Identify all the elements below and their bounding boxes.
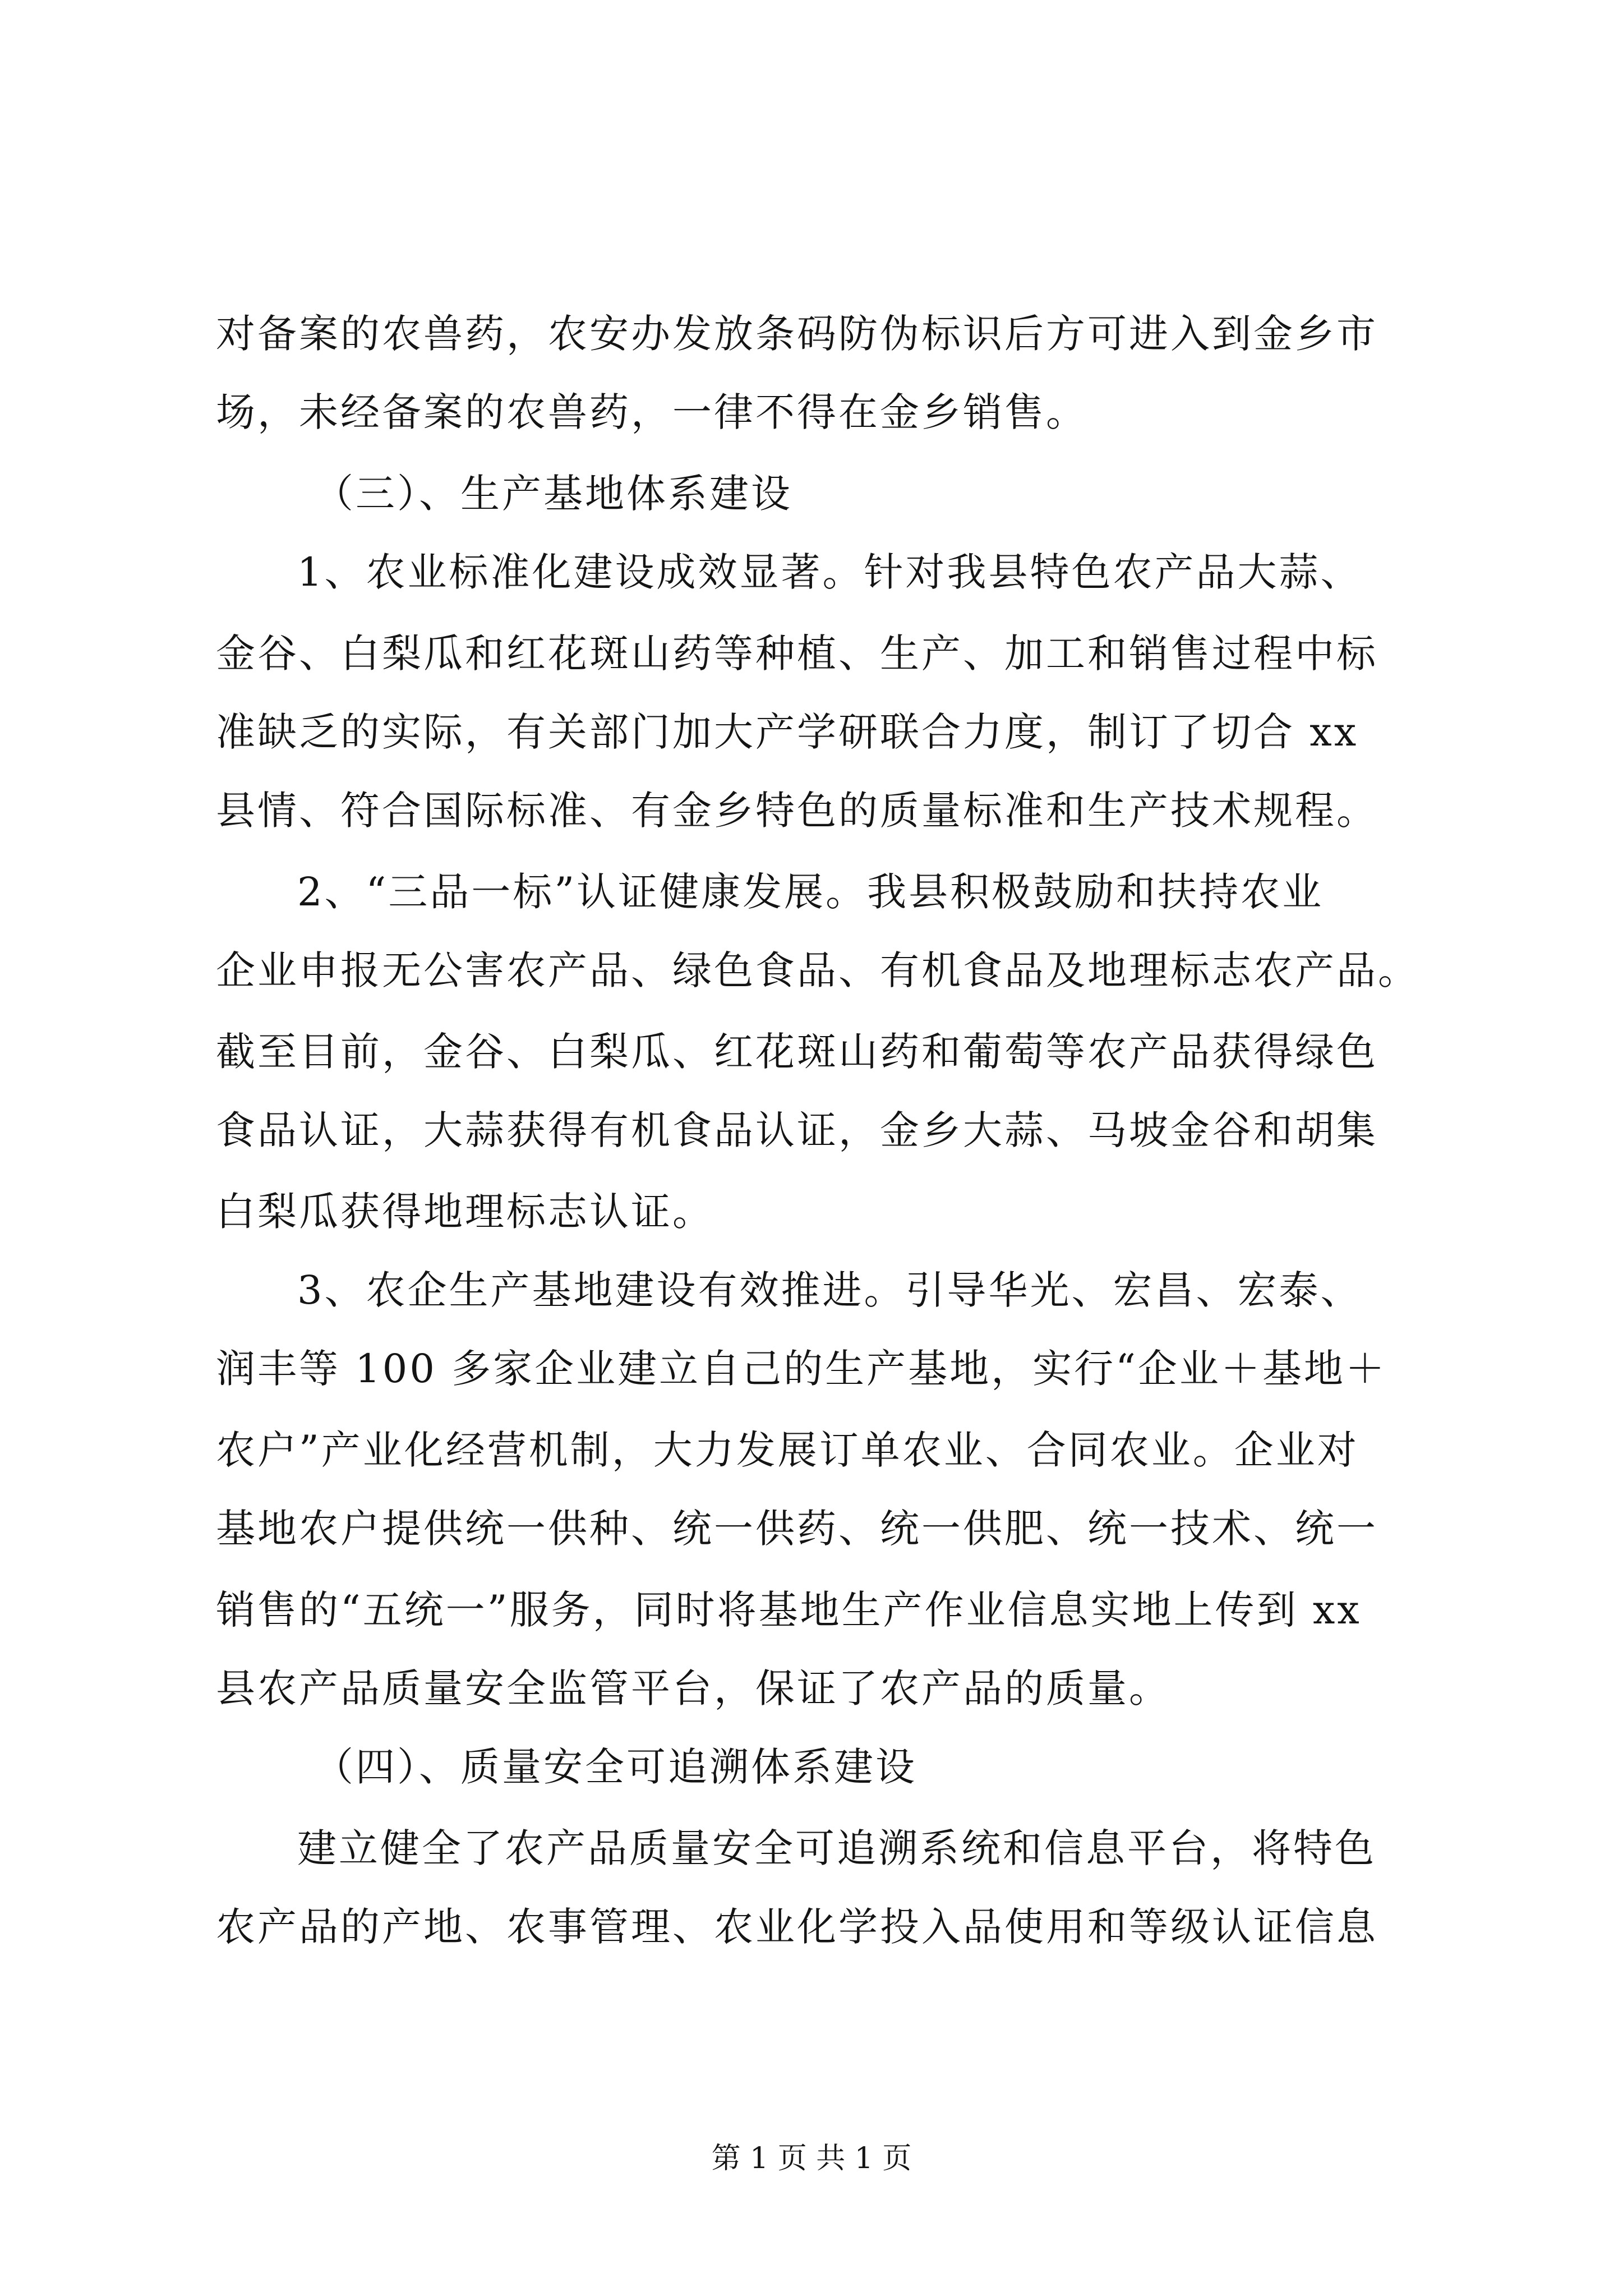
body-line: 润丰等 100 多家企业建立自己的生产基地，实行“企业＋基地＋ xyxy=(216,1346,1387,1392)
page-number-footer: 第 1 页 共 1 页 xyxy=(711,2142,912,2175)
body-line: 食品认证，大蒜获得有机食品认证，金乡大蒜、马坡金谷和胡集 xyxy=(216,1107,1378,1153)
body-line: 县情、符合国际标准、有金乡特色的质量标准和生产技术规程。 xyxy=(216,788,1378,834)
section-heading-3: （三）、生产基地体系建设 xyxy=(314,471,792,517)
body-line: 场，未经备案的农兽药，一律不得在金乡销售。 xyxy=(216,389,1087,435)
body-line: 1、农业标准化建设成效显著。针对我县特色农产品大蒜、 xyxy=(297,549,1362,595)
body-line: 准缺乏的实际，有关部门加大产学研联合力度，制订了切合 xx xyxy=(216,709,1359,755)
body-line: 农户”产业化经营机制，大力发展订单农业、合同农业。企业对 xyxy=(216,1427,1359,1473)
body-line: 建立健全了农产品质量安全可追溯系统和信息平台，将特色 xyxy=(297,1825,1376,1871)
body-line: 农产品的产地、农事管理、农业化学投入品使用和等级认证信息 xyxy=(216,1904,1378,1950)
body-line: 县农产品质量安全监管平台，保证了农产品的质量。 xyxy=(216,1665,1170,1711)
body-line: 截至目前，金谷、白梨瓜、红花斑山药和葡萄等农产品获得绿色 xyxy=(216,1029,1378,1075)
body-line: 2、“三品一标”认证健康发展。我县积极鼓励和扶持农业 xyxy=(297,869,1324,915)
body-line: 金谷、白梨瓜和红花斑山药等种植、生产、加工和销售过程中标 xyxy=(216,631,1378,677)
body-line: 白梨瓜获得地理标志认证。 xyxy=(216,1189,714,1235)
section-heading-4: （四）、质量安全可追溯体系建设 xyxy=(314,1744,917,1790)
body-line: 销售的“五统一”服务，同时将基地生产作业信息实地上传到 xx xyxy=(216,1587,1362,1633)
body-line: 基地农户提供统一供种、统一供药、统一供肥、统一技术、统一 xyxy=(216,1506,1378,1552)
body-line: 3、农企生产基地建设有效推进。引导华光、宏昌、宏泰、 xyxy=(297,1267,1362,1313)
body-line: 企业申报无公害农产品、绿色食品、有机食品及地理标志农产品。 xyxy=(216,947,1419,993)
body-line: 对备案的农兽药，农安办发放条码防伪标识后方可进入到金乡市 xyxy=(216,311,1378,357)
